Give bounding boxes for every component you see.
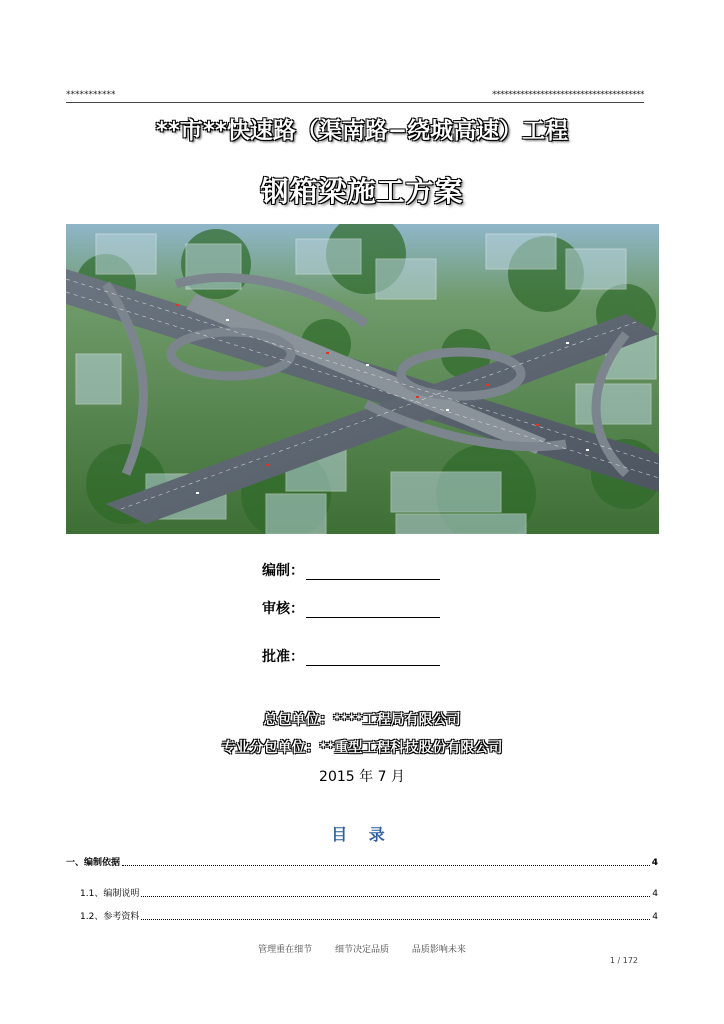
header-rule <box>66 102 644 103</box>
general-contractor: 总包单位：****工程局有限公司 <box>263 712 461 728</box>
signature-line <box>306 603 440 618</box>
signature-line <box>306 651 440 666</box>
toc-entry-page: 4 <box>651 858 658 868</box>
toc-title: 目 录 <box>331 825 393 844</box>
signature-label: 批准： <box>262 649 304 665</box>
document-title: 钢箱梁施工方案 <box>260 175 464 208</box>
toc-entry-page: 4 <box>652 912 658 922</box>
toc-leader <box>122 864 650 866</box>
toc-leader <box>141 918 650 920</box>
toc-leader <box>141 895 650 897</box>
document-date: 2015 年 7 月 <box>319 769 405 785</box>
toc-entry[interactable] <box>66 855 658 868</box>
header-left-text: *********** <box>66 90 116 100</box>
toc-entry-label: 1.1、编制说明 <box>80 889 140 899</box>
cover-interchange-image <box>66 224 659 534</box>
project-title: **市**快速路（渠南路−绕城高速）工程 <box>155 118 569 144</box>
toc-entry[interactable] <box>80 886 658 899</box>
signature-line <box>306 565 440 580</box>
toc-entry-label: 1.2、参考资料 <box>80 912 140 922</box>
signature-row-approve <box>262 646 440 666</box>
toc-entry-label: 一、编制依据 <box>66 858 121 868</box>
signature-row-review <box>262 598 440 618</box>
toc-entry[interactable] <box>80 909 658 922</box>
toc-entry-page: 4 <box>652 889 658 899</box>
signature-label: 编制： <box>262 563 304 579</box>
footer-motto: 管理重在细节 细节决定品质 品质影响未来 <box>258 945 466 955</box>
subcontractor: 专业分包单位：**重型工程科技股份有限公司 <box>221 740 503 756</box>
signature-row-compile <box>262 560 440 580</box>
header-right-text: ************************************** <box>492 90 644 100</box>
page-number: 1 / 172 <box>609 956 638 965</box>
signature-label: 审核： <box>262 601 304 617</box>
